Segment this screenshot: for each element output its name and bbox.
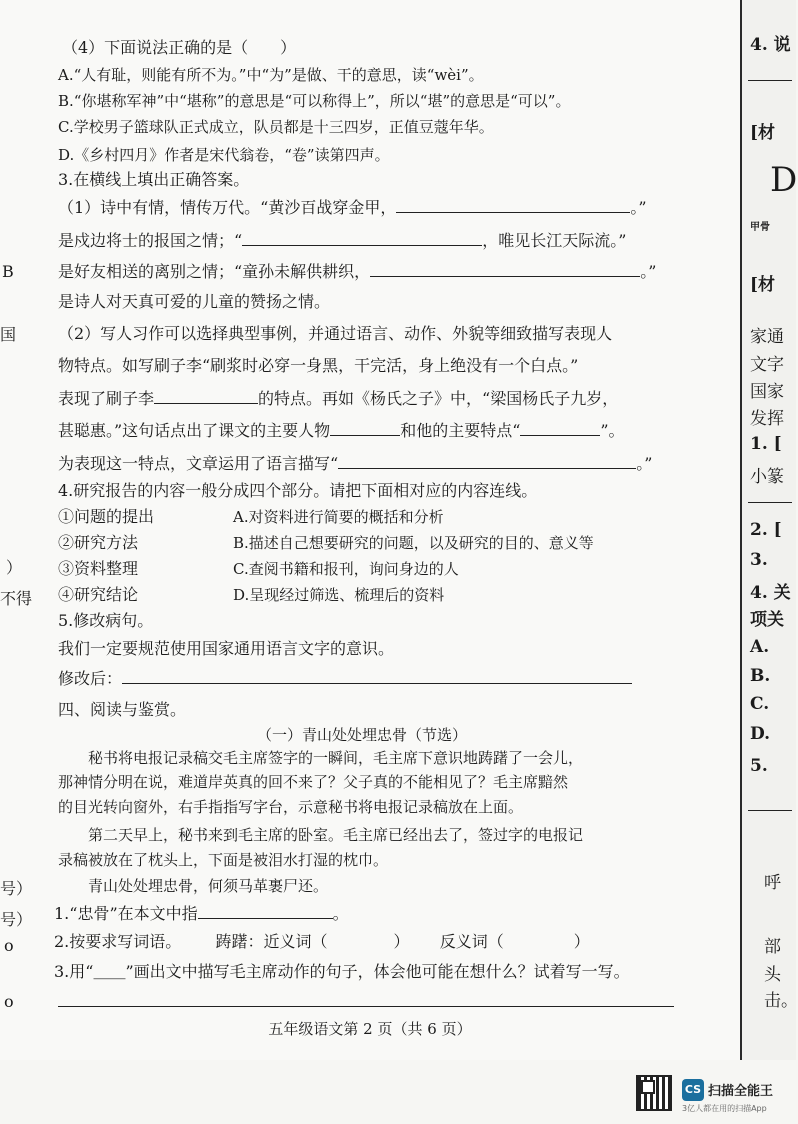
q3-text-end: 。” bbox=[640, 262, 657, 281]
strip-text: 文字 bbox=[750, 355, 784, 375]
answer-blank[interactable] bbox=[242, 231, 482, 246]
q-text: 踌躇：近义词（ bbox=[215, 932, 328, 951]
match-right-b[interactable]: B.描述自己想要研究的问题，以及研究的目的、意义等 bbox=[233, 534, 594, 552]
q-text: ） bbox=[573, 932, 590, 951]
q5-sentence: 我们一定要规范使用国家通用语言文字的意识。 bbox=[58, 639, 395, 658]
strip-text: 头 bbox=[764, 965, 781, 985]
match-left-2[interactable]: ②研究方法 bbox=[58, 533, 139, 552]
q3-text: 甚聪惠。”这句话点出了课文的主要人物 bbox=[58, 421, 331, 440]
q4b-stem: 4.研究报告的内容一般分成四个部分。请把下面相对应的内容连线。 bbox=[58, 481, 538, 500]
passage-title: （一）青山处处埋忠骨（节选） bbox=[257, 726, 468, 744]
q5-answer-line bbox=[58, 669, 632, 689]
answer-blank[interactable] bbox=[154, 389, 258, 404]
strip-rule bbox=[748, 810, 792, 811]
q-text: ） bbox=[393, 932, 410, 951]
gutter-text: 不得 bbox=[0, 589, 33, 608]
q3-part2-line2: 物特点。如写刷子李“刷浆时必穿一身黑，干完活，身上绝没有一个白点。” bbox=[58, 356, 579, 375]
q3-text-end: ，唯见长江天际流。” bbox=[482, 231, 627, 250]
q3-part2-line4 bbox=[58, 421, 625, 441]
passage-line: 那神情分明在说，难道岸英真的回不来了？父子真的不能相见了？毛主席黯然 bbox=[58, 773, 569, 791]
q-text: 2.按要求写词语。 bbox=[54, 932, 182, 951]
strip-text: 甲骨 bbox=[750, 222, 770, 233]
strip-text: [材 bbox=[750, 275, 776, 295]
strip-text: 3. bbox=[750, 550, 768, 570]
q3-part1-line2 bbox=[58, 231, 626, 251]
strip-text: 4. 说 bbox=[750, 35, 791, 55]
q3-part1-line3 bbox=[58, 262, 656, 282]
gutter-text: ） bbox=[6, 558, 23, 577]
page-footer: 五年级语文第 2 页（共 6 页） bbox=[268, 1020, 472, 1038]
passage-line: 第二天早上，秘书来到毛主席的卧室。毛主席已经出去了，签过字的电报记 bbox=[88, 826, 584, 844]
strip-text: [材 bbox=[750, 123, 776, 143]
strip-text: 家通 bbox=[750, 327, 784, 347]
strip-text: 2. [ bbox=[750, 520, 782, 540]
camscanner-logo-icon: CS bbox=[682, 1079, 704, 1101]
gutter-text: 号） bbox=[0, 879, 33, 898]
strip-text: 国家 bbox=[750, 382, 784, 402]
q3-text: 为表现这一特点，文章运用了语言描写“ bbox=[58, 454, 339, 473]
q4-stem: （4）下面说法正确的是（ ） bbox=[62, 38, 297, 57]
q3-text: 和他的主要特点“ bbox=[400, 421, 521, 440]
q3-part2-line5 bbox=[58, 454, 652, 474]
q3-text: 表现了刷子李 bbox=[58, 389, 155, 408]
strip-text: C. bbox=[750, 694, 770, 714]
passage-line: 秘书将电报记录稿交毛主席签字的一瞬间，毛主席下意识地踌躇了一会儿， bbox=[88, 749, 584, 767]
passage-line: 录稿被放在了枕头上，下面是被泪水打湿的枕巾。 bbox=[58, 851, 389, 869]
passage-line: 的目光转向窗外，右手指指写字台，示意秘书将电报记录稿放在上面。 bbox=[58, 798, 524, 816]
q4-option-c: C.学校男子篮球队正式成立，队员都是十三四岁，正值豆蔻年华。 bbox=[58, 118, 494, 136]
strip-text: 小篆 bbox=[750, 467, 784, 487]
answer-blank[interactable] bbox=[338, 454, 636, 469]
next-page-edge bbox=[740, 0, 796, 1060]
q3-part2-line3 bbox=[58, 389, 618, 409]
passage-line: 青山处处埋忠骨，何须马革裹尸还。 bbox=[88, 877, 329, 895]
q3-text: ”。 bbox=[600, 421, 625, 440]
strip-text: 部 bbox=[764, 937, 781, 957]
answer-blank[interactable] bbox=[370, 262, 640, 277]
reading-q3: 3.用“＿＿”画出文中描写毛主席动作的句子，体会他可能在想什么？试着写一写。 bbox=[54, 962, 630, 981]
q3-text: 是好友相送的离别之情；“童孙未解供耕织， bbox=[58, 262, 371, 281]
match-right-c[interactable]: C.查阅书籍和报刊，询问身边的人 bbox=[233, 560, 459, 578]
strip-text: A. bbox=[750, 637, 770, 657]
answer-blank[interactable] bbox=[122, 669, 632, 684]
q5-stem: 5.修改病句。 bbox=[58, 611, 154, 630]
strip-text: 项关 bbox=[750, 610, 784, 630]
q3-text: 的特点。再如《杨氏之子》中，“梁国杨氏子九岁， bbox=[258, 389, 619, 408]
answer-blank[interactable] bbox=[198, 904, 333, 919]
match-right-d[interactable]: D.呈现经过筛选、梳理后的资料 bbox=[233, 586, 445, 604]
strip-rule bbox=[748, 80, 792, 81]
match-right-a[interactable]: A.对资料进行简要的概括和分析 bbox=[233, 508, 444, 526]
strip-text: 发挥 bbox=[750, 409, 784, 429]
strip-text: B. bbox=[750, 666, 771, 686]
scanner-tagline: 3亿人都在用的扫描App bbox=[682, 1104, 767, 1113]
q4-option-d: D.《乡村四月》作者是宋代翁卷，“卷”读第四声。 bbox=[58, 146, 390, 164]
strip-text: D. bbox=[750, 724, 771, 744]
q-text: 反义词（ bbox=[439, 932, 504, 951]
strip-text: D bbox=[770, 160, 798, 200]
answer-blank[interactable] bbox=[520, 421, 600, 436]
q3-text-end: 。” bbox=[636, 454, 653, 473]
q3-text: （1）诗中有情，情传万代。“黄沙百战穿金甲， bbox=[58, 198, 397, 217]
q3-text: 是戍边将士的报国之情；“ bbox=[58, 231, 243, 250]
strip-text: 4. 关 bbox=[750, 583, 791, 603]
scanner-app-name: 扫描全能王 bbox=[708, 1084, 774, 1099]
gutter-text: 号） bbox=[0, 910, 33, 929]
q-text: 。 bbox=[332, 904, 349, 923]
gutter-text: 国 bbox=[0, 325, 17, 344]
qr-code-icon bbox=[636, 1075, 672, 1111]
q3-part1-line1 bbox=[58, 198, 647, 218]
gutter-text: B bbox=[2, 262, 14, 281]
gutter-text: o bbox=[4, 936, 14, 955]
reading-q2 bbox=[54, 932, 590, 952]
q5-after-label: 修改后： bbox=[58, 669, 123, 688]
strip-text: 呼 bbox=[764, 873, 781, 893]
reading-q1 bbox=[54, 904, 349, 924]
strip-text: 5. bbox=[750, 756, 768, 776]
answer-blank[interactable] bbox=[330, 421, 400, 436]
q4-option-b: B.“你堪称军神”中“堪称”的意思是“可以称得上”，所以“堪”的意思是“可以”。 bbox=[58, 92, 571, 110]
answer-rule[interactable] bbox=[58, 1006, 674, 1007]
strip-text: 1. [ bbox=[750, 434, 782, 454]
gutter-text: o bbox=[4, 992, 14, 1011]
q-text: 1.“忠骨”在本文中指 bbox=[54, 904, 198, 923]
match-left-3[interactable]: ③资料整理 bbox=[58, 559, 139, 578]
q3-text-end: 。” bbox=[630, 198, 647, 217]
section-title: 四、阅读与鉴赏。 bbox=[58, 700, 187, 719]
scanner-watermark bbox=[636, 1075, 796, 1115]
match-left-1[interactable]: ①问题的提出 bbox=[58, 507, 155, 526]
q3-part1-line4: 是诗人对天真可爱的儿童的赞扬之情。 bbox=[58, 292, 331, 311]
strip-text: 击。 bbox=[764, 991, 798, 1011]
match-left-4[interactable]: ④研究结论 bbox=[58, 585, 139, 604]
q3-part2-line1: （2）写人习作可以选择典型事例，并通过语言、动作、外貌等细致描写表现人 bbox=[58, 324, 613, 343]
strip-rule bbox=[748, 502, 792, 503]
q3-stem: 3.在横线上填出正确答案。 bbox=[58, 170, 250, 189]
answer-blank[interactable] bbox=[396, 198, 630, 213]
q4-option-a: A.“人有耻，则能有所不为。”中“为”是做、干的意思，读“wèi”。 bbox=[58, 66, 484, 84]
